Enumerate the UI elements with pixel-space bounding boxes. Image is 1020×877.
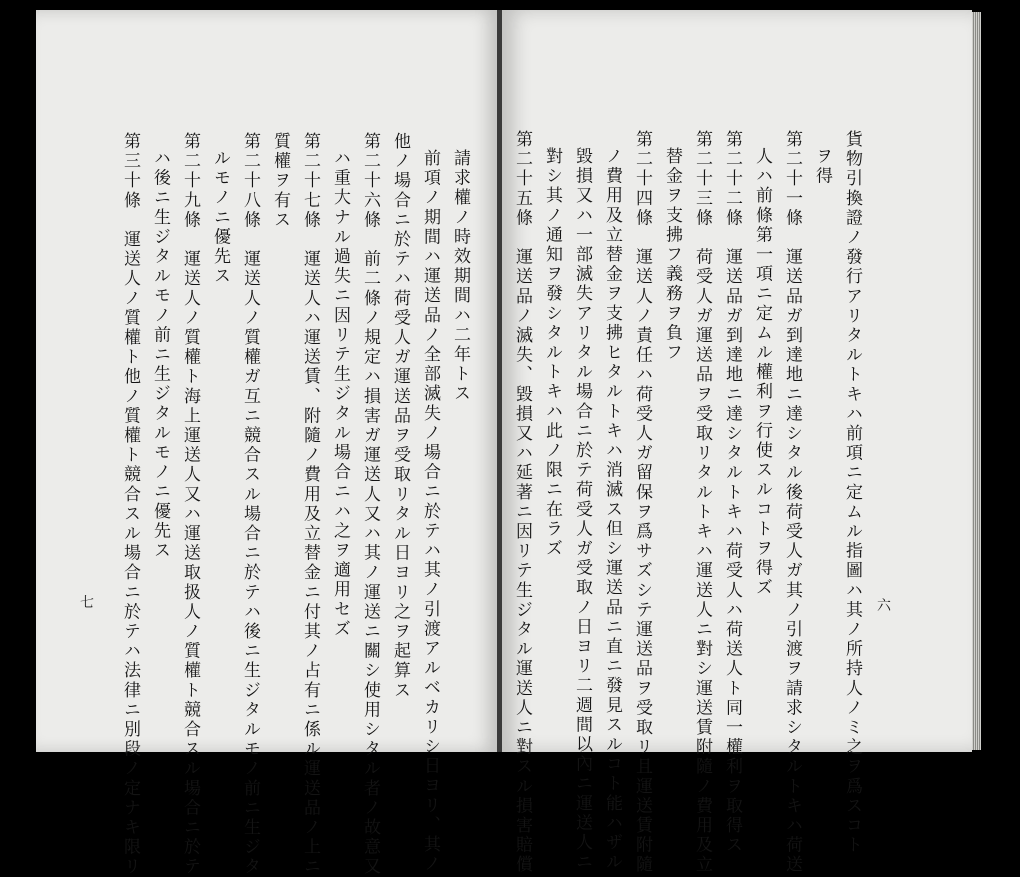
text-line: ノ費用及立替金ヲ支拂ヒタルトキハ消滅ス但シ運送品ニ直ニ發見スルコト能ハザル	[602, 147, 622, 873]
page-number: 七	[80, 595, 94, 611]
text-line: 質權ヲ有ス	[270, 132, 290, 230]
text-line: 第三十條 運送人ノ質權ト他ノ質權ト競合スル場合ニ於テハ法律ニ別段ノ定ナキ限リ	[120, 132, 140, 877]
text-line: 第二十八條 運送人ノ質權ガ互ニ競合スル場合ニ於テハ後ニ生ジタルモノ前ニ生ジタ	[240, 132, 260, 877]
text-line: 他ノ場合ニ於テハ荷受人ガ運送品ヲ受取リタル日ヨリ之ヲ起算ス	[390, 132, 410, 701]
text-line: 第二十五條 運送品ノ滅失、毀損又ハ延著ニ因リテ生ジタル運送人ニ對スル損害賠償	[512, 130, 532, 875]
text-line: 前項ノ期間ハ運送品ノ全部滅失ノ場合ニ於テハ其ノ引渡アルベカリシ日ヨリ、其ノ	[420, 149, 440, 875]
text-line: ヲ得	[812, 147, 832, 187]
text-line: 替金ヲ支拂フ義務ヲ負フ	[662, 147, 682, 363]
right-page-text	[500, 130, 862, 875]
text-line: 第二十九條 運送人ノ質權ト海上運送人又ハ運送取扱人ノ質權ト競合スル場合ニ於テ	[180, 132, 200, 877]
text-line: 第二十七條 運送人ハ運送賃、附隨ノ費用及立替金ニ付其ノ占有ニ係ル運送品ノ上ニ	[300, 132, 320, 877]
left-page-text	[108, 132, 470, 877]
text-line: ハ重大ナル過失ニ因リテ生ジタル場合ニハ之ヲ適用セズ	[330, 149, 350, 639]
text-line: ハ後ニ生ジタルモノ前ニ生ジタルモノニ優先ス	[150, 149, 170, 561]
text-line: 第二十六條 前二條ノ規定ハ損害ガ運送人又ハ其ノ運送ニ關シ使用シタル者ノ故意又	[360, 132, 380, 877]
text-line: 第二十一條 運送品ガ到達地ニ達シタル後荷受人ガ其ノ引渡ヲ請求シタルトキハ荷送	[782, 130, 802, 875]
text-line: ルモノニ優先ス	[210, 149, 230, 287]
text-line: 貨物引換證ノ發行アリタルトキハ前項ニ定ムル指圖ハ其ノ所持人ノミ之ヲ爲スコト	[842, 130, 862, 856]
text-line: 第二十二條 運送品ガ到達地ニ達シタルトキハ荷受人ハ荷送人ト同一權利ヲ取得ス	[722, 130, 742, 856]
left-page	[36, 10, 498, 877]
text-line: 毀損又ハ一部滅失アリタル場合ニ於テ荷受人ガ受取ノ日ヨリ二週間以內ニ運送人ニ	[572, 147, 592, 873]
text-line: 請求權ノ時效期間ハ二年トス	[450, 149, 470, 404]
right-page	[502, 10, 972, 875]
text-line: 人ハ前條第一項ニ定ムル權利ヲ行使スルコトヲ得ズ	[752, 147, 772, 598]
text-line: 第二十三條 荷受人ガ運送品ヲ受取リタルトキハ運送人ニ對シ運送賃附隨ノ費用及立	[692, 130, 712, 875]
text-line: 對シ其ノ通知ヲ發シタルトキハ此ノ限ニ在ラズ	[542, 147, 562, 559]
page-number: 六	[877, 598, 891, 614]
page-edges	[972, 12, 981, 750]
text-line: 第二十四條 運送人ノ責任ハ荷受人ガ留保ヲ爲サズシテ運送品ヲ受取リ且運送賃附隨	[632, 130, 652, 875]
